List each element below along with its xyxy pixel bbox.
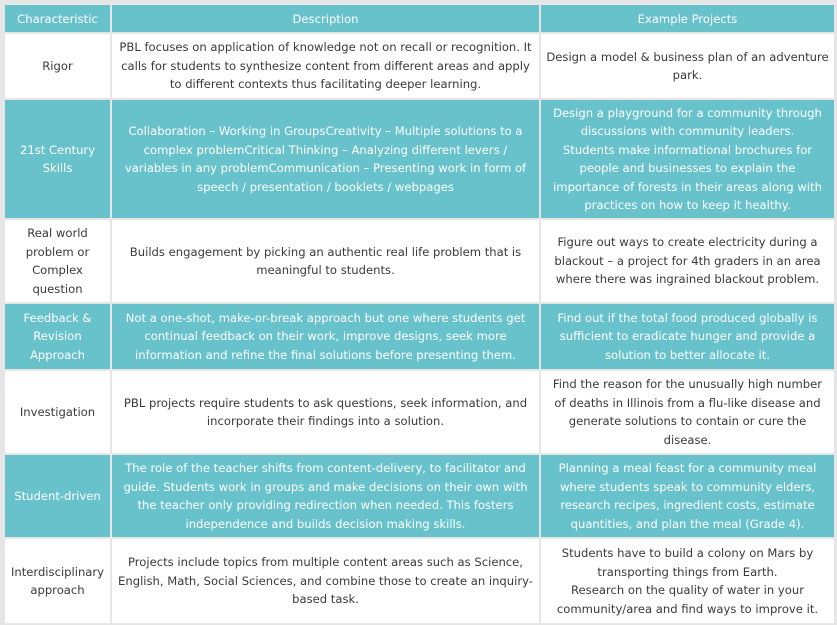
characteristic-cell: Interdisciplinary approach bbox=[4, 538, 111, 624]
characteristic-cell: Rigor bbox=[4, 33, 111, 99]
table-row bbox=[4, 219, 835, 303]
characteristic-cell: Feedback & Revision Approach bbox=[4, 303, 111, 370]
description-cell: PBL focuses on application of knowledge not on recall or recognition. It calls for students to synthesize content from different areas and apply to different contexts thus facilitating deeper learning. bbox=[111, 33, 540, 99]
description-cell: Projects include topics from multiple content areas such as Science, English, Math, Social Sciences, and combine those to create an inquiry-based task. bbox=[111, 538, 540, 624]
characteristic-cell: Real world problem or Complex question bbox=[4, 219, 111, 303]
example-project: Find the reason for the unusually high number of deaths in Illinois from a flu-like disease and generate solutions to contain or cure the disease. bbox=[552, 377, 823, 447]
examples-cell bbox=[540, 454, 835, 538]
table-row bbox=[4, 33, 835, 99]
header-example-projects: Example Projects bbox=[540, 4, 835, 33]
description-cell: Collaboration – Working in GroupsCreativity – Multiple solutions to a complex problemCritical Thinking – Analyzing different levers / variables in any problemCommunication – Presenting work in form of speech / presentation / booklets / webpages bbox=[111, 99, 540, 219]
description-cell: Builds engagement by picking an authentic real life problem that is meaningful to students. bbox=[111, 219, 540, 303]
example-project: Design a playground for a community through discussions with community leaders. bbox=[553, 105, 822, 138]
pbl-characteristics-table bbox=[3, 3, 836, 625]
table-row bbox=[4, 454, 835, 538]
examples-cell bbox=[540, 219, 835, 303]
header-description: Description bbox=[111, 4, 540, 33]
table-row bbox=[4, 370, 835, 454]
example-project: Planning a meal feast for a community meal where students speak to community elders, research recipes, ingredient costs, estimate quantities, and plan the meal (Grade 4). bbox=[558, 461, 817, 531]
header-characteristic: Characteristic bbox=[4, 4, 111, 33]
description-cell: The role of the teacher shifts from content-delivery, to facilitator and guide. Students work in groups and make decisions on their own with the teacher only providing redirection when needed. This fosters independence and builds decision making skills. bbox=[111, 454, 540, 538]
examples-cell bbox=[540, 370, 835, 454]
characteristic-cell: Investigation bbox=[4, 370, 111, 454]
example-project: Figure out ways to create electricity during a blackout – a project for 4th graders in an area where there was ingrained blackout problem. bbox=[554, 235, 821, 287]
example-project: Students have to build a colony on Mars by transporting things from Earth. bbox=[561, 546, 814, 579]
examples-cell bbox=[540, 99, 835, 219]
characteristic-cell: Student-driven bbox=[4, 454, 111, 538]
examples-cell bbox=[540, 33, 835, 99]
description-cell: Not a one-shot, make-or-break approach but one where students get continual feedback on their work, improve designs, seek more information and refine the final solutions before presenting them. bbox=[111, 303, 540, 370]
description-cell: PBL projects require students to ask questions, seek information, and incorporate their findings into a solution. bbox=[111, 370, 540, 454]
example-project: Students make informational brochures for people and businesses to explain the importance of forests in their areas along with practices on how to keep it healthy. bbox=[553, 142, 822, 212]
table-row bbox=[4, 99, 835, 219]
examples-cell bbox=[540, 303, 835, 370]
table-row bbox=[4, 538, 835, 624]
example-project: Find out if the total food produced globally is sufficient to eradicate hunger and provide a solution to better allocate it. bbox=[557, 310, 818, 362]
example-project: Research on the quality of water in your community/area and find ways to improve it. bbox=[556, 583, 819, 616]
table-row bbox=[4, 303, 835, 370]
characteristic-cell: 21st Century Skills bbox=[4, 99, 111, 219]
example-project: Design a model & business plan of an adventure park. bbox=[546, 49, 829, 82]
header-row bbox=[4, 4, 835, 33]
examples-cell bbox=[540, 538, 835, 624]
